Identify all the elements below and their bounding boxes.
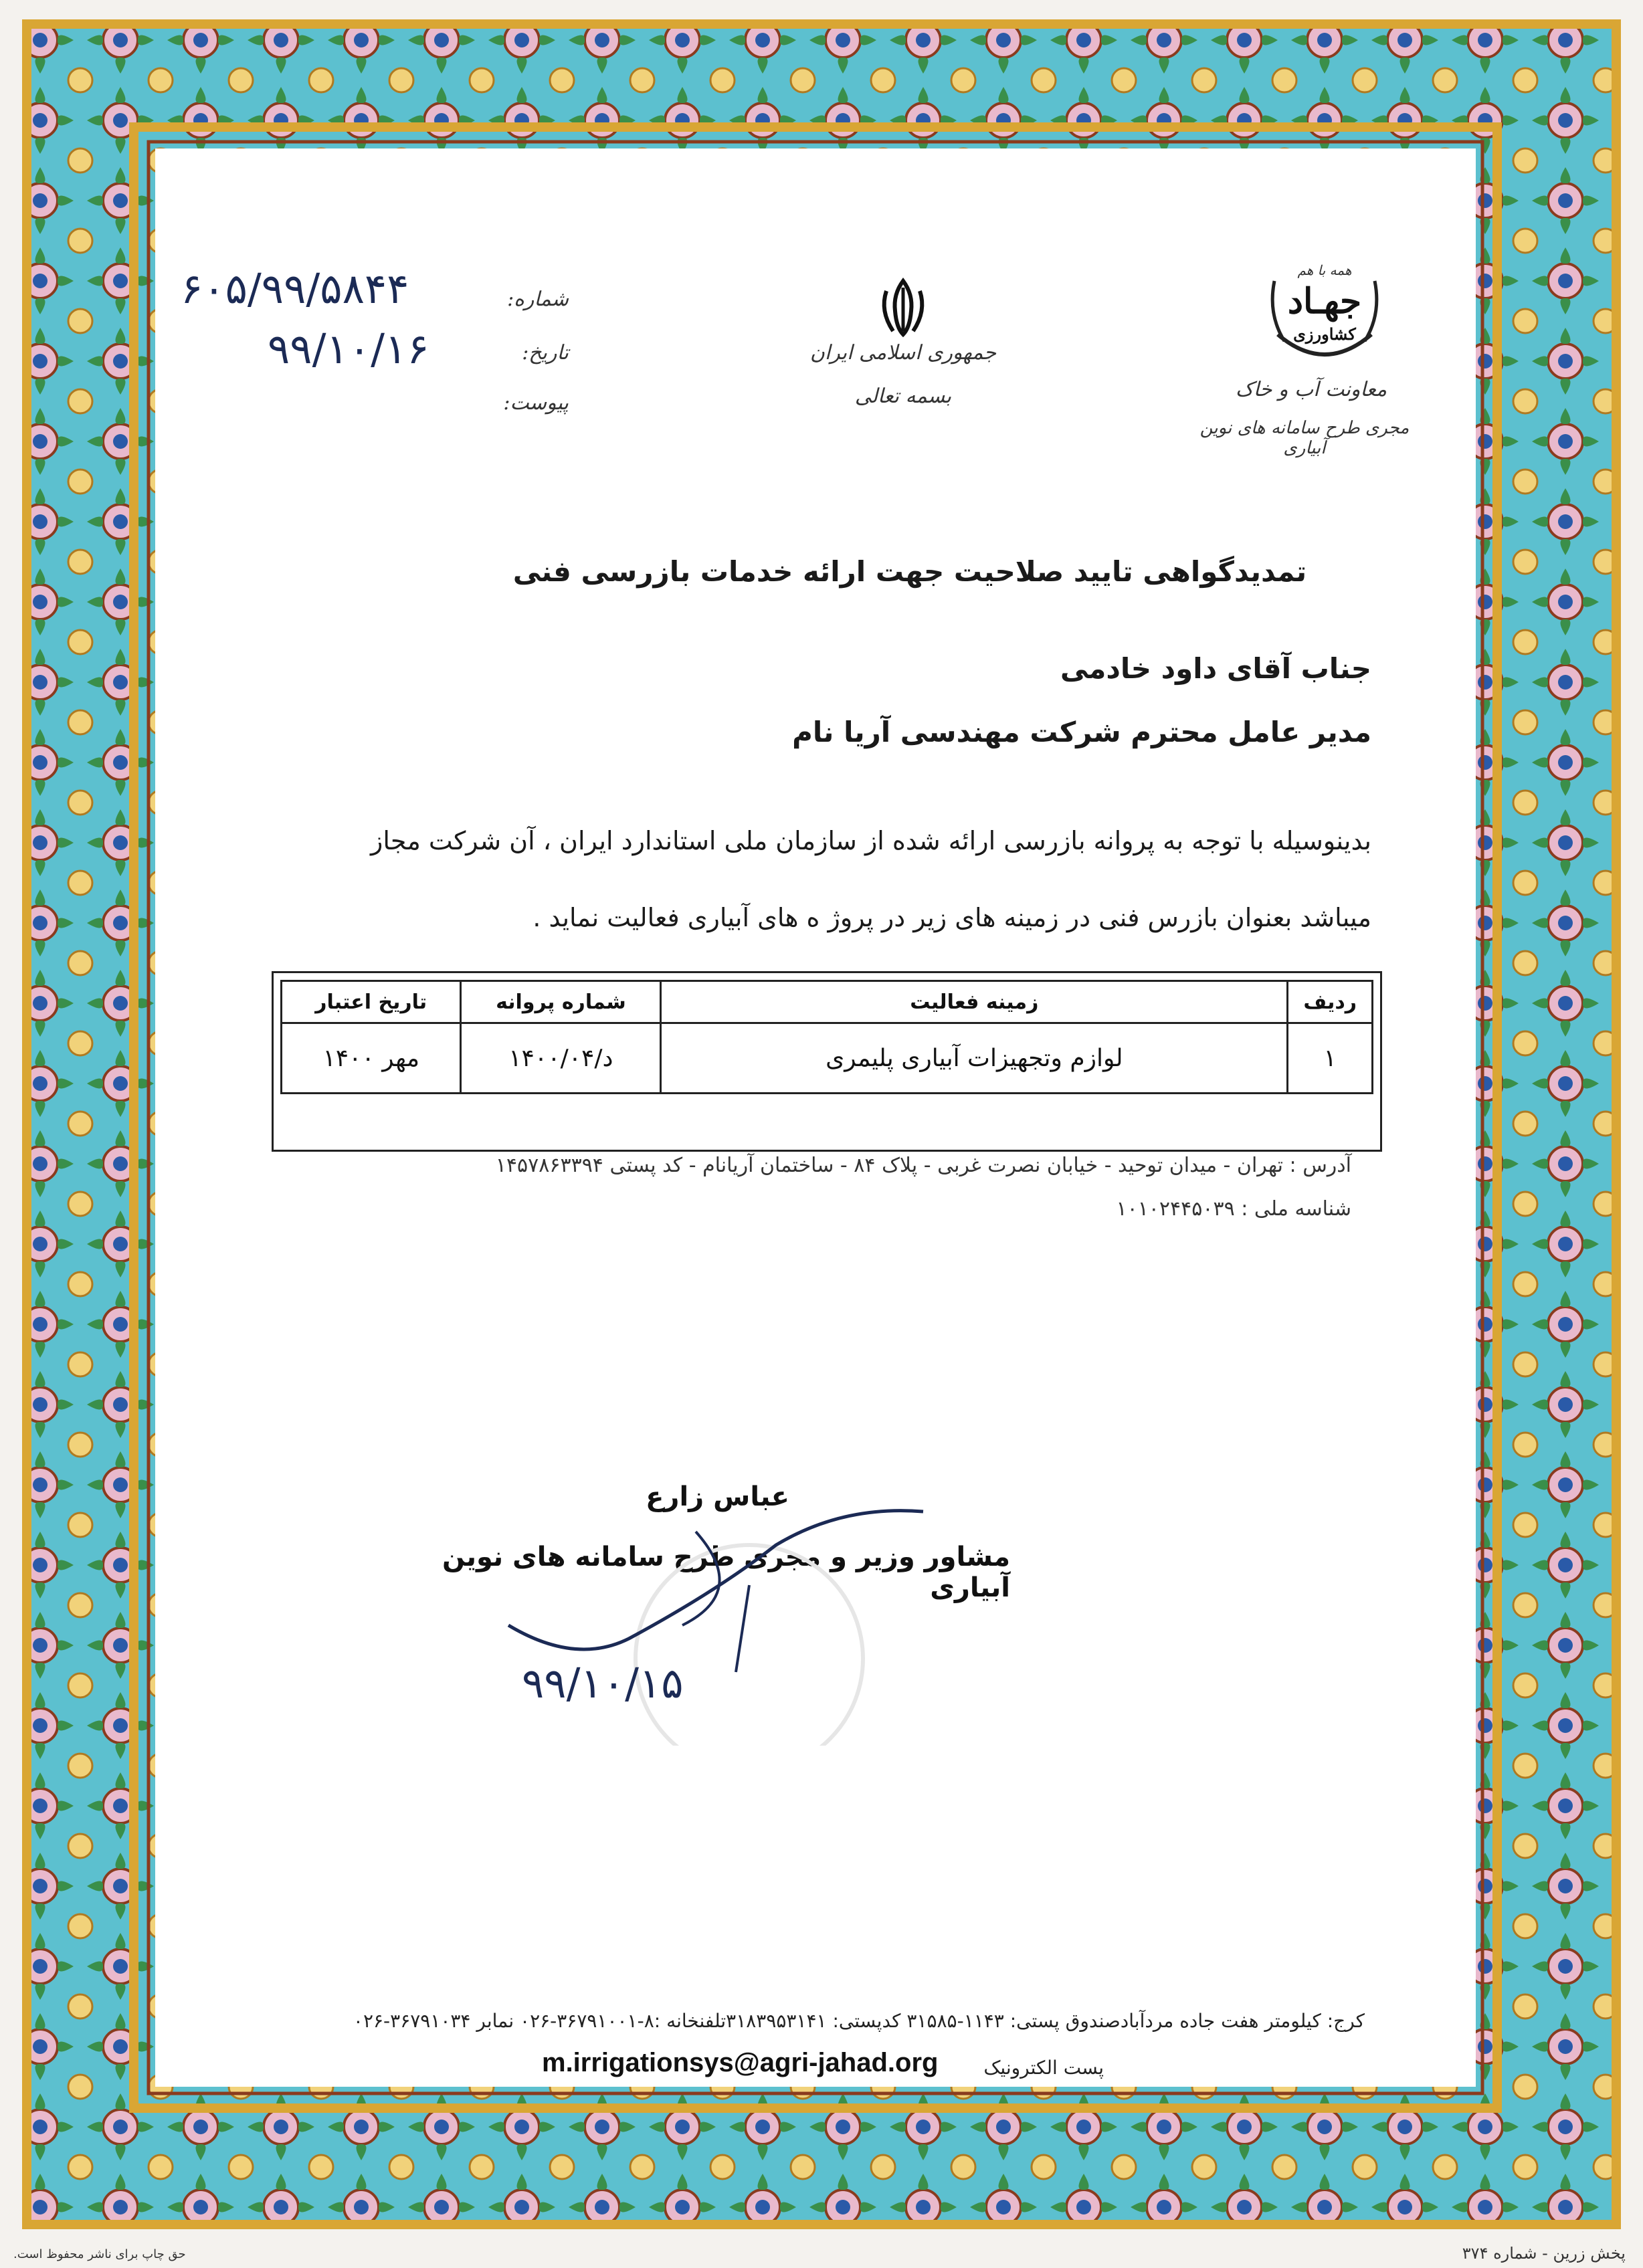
letter-date-handwritten: ۹۹/۱۰/۱۶	[268, 324, 429, 373]
activity-table	[280, 980, 1373, 1094]
col-header-validity-date: تاریخ اعتبار	[282, 981, 461, 1023]
body-line-2: میباشد بعنوان بازرس فنی در زمینه های زیر در پروژ ه های آبیاری فعالیت نماید .	[533, 903, 1371, 932]
cell-license-number: د/۱۴۰۰/۰۴	[461, 1023, 661, 1094]
addressee-position: مدیر عامل محترم شرکت مهندسی آریا نام	[792, 716, 1371, 748]
iran-emblem-icon	[870, 274, 937, 341]
signatory-title: مشاور وزیر و مجری طرح سامانه های نوین آبیاری	[442, 1542, 1010, 1603]
cell-activity: لوازم وتجهیزات آبیاری پلیمری	[661, 1023, 1288, 1094]
copyright-note: حق چاپ برای ناشر محفوظ است.	[13, 2247, 186, 2261]
footer-email-label: پست الکترونیک	[983, 2057, 1104, 2079]
emblem-line-republic: جمهوری اسلامی ایران	[809, 341, 997, 365]
table-header-row	[282, 981, 1373, 1023]
col-header-activity: زمینه فعالیت	[661, 981, 1288, 1023]
logo-top-text: همه با هم	[1297, 262, 1352, 278]
footer-contact: کرج: کیلومتر هفت جاده مردآبادصندوق پستی: ۱۱۴۳-۳۱۵۸۵ کدپستی: ۳۱۸۳۹۵۳۱۴۱تلفنخانه :۸-۳۶۷۹۱۰۰۱-۰۲۶ نمابر ۳۶۷۹۱۰۳۴-۰۲۶	[353, 2010, 1365, 2032]
certificate-title: تمدیدگواهی تایید صلاحیت جهت ارائه خدمات بازرسی فنی	[512, 555, 1307, 588]
col-header-license-number: شماره پروانه	[461, 981, 661, 1023]
logo-main-text: جهـاد	[1287, 281, 1362, 322]
printer-note: پخش زرین - شماره ۳۷۴	[1462, 2244, 1626, 2263]
addressee-name: جناب آقای داود خادمی	[1060, 652, 1371, 685]
company-address: آدرس : تهران - میدان توحید - خیابان نصرت غربی - پلاک ۸۴ - ساختمان آریانام - کد پستی ۱۴۵۷۸۶۳۳۹۴	[495, 1154, 1351, 1177]
attachment-label: پیوست:	[503, 391, 569, 415]
date-label: تاریخ:	[522, 341, 569, 365]
table-row	[282, 1023, 1373, 1094]
signatory-name: عباس زارع	[646, 1481, 789, 1512]
cell-row-number: ۱	[1288, 1023, 1373, 1094]
national-id: شناسه ملی : ۱۰۱۰۲۴۴۵۰۳۹	[1116, 1197, 1351, 1221]
signature-and-seal	[495, 1491, 963, 1746]
org-line-irrigation: مجری طرح سامانه های نوین آبیاری	[1199, 418, 1410, 458]
activity-table-frame	[272, 971, 1382, 1152]
logo-sub-text: کشاورزی	[1293, 324, 1356, 344]
signature-date-handwritten: ۹۹/۱۰/۱۵	[522, 1659, 684, 1708]
emblem-line-bismillah: بسمه تعالی	[854, 385, 952, 408]
number-label: شماره:	[507, 288, 569, 311]
footer-email[interactable]: m.irrigationsys@agri-jahad.org	[542, 2048, 939, 2077]
body-line-1: بدینوسیله با توجه به پروانه بازرسی ارائه شده از سازمان ملی استاندارد ایران ، آن شرکت مجاز	[370, 826, 1371, 855]
letter-number-handwritten: ۶۰۵/۹۹/۵۸۴۴	[181, 264, 409, 313]
col-header-row-number: ردیف	[1288, 981, 1373, 1023]
org-line-water-soil: معاونت آب و خاک	[1235, 378, 1387, 401]
cell-validity-date: مهر ۱۴۰۰	[282, 1023, 461, 1094]
